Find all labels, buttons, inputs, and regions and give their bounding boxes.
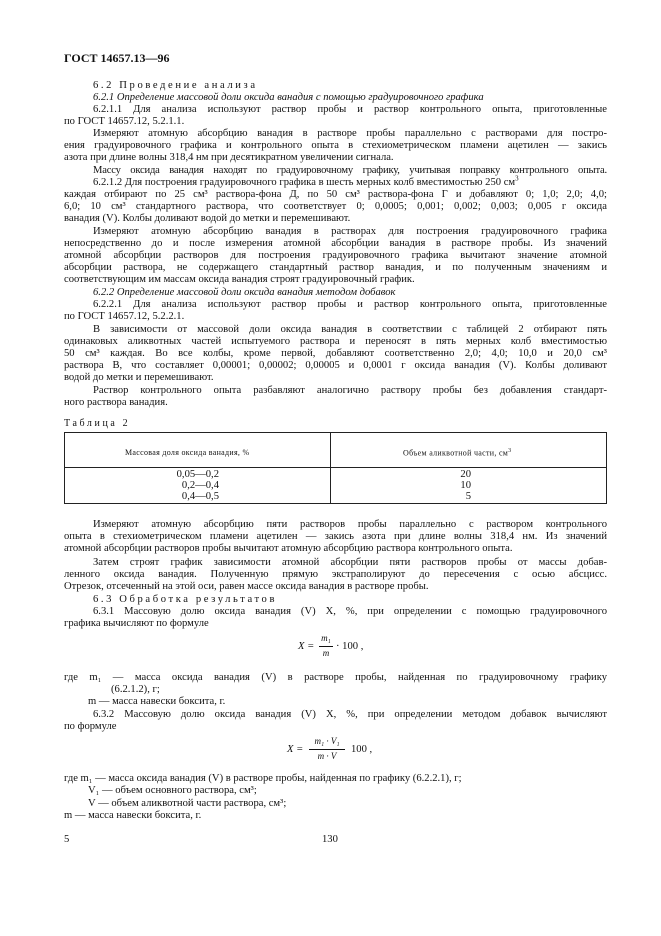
paragraph-line: Отрезок, отсеченный на этой оси, равен массе оксида ванадия в растворе пробы. — [64, 581, 429, 592]
paragraph-line: непосредственно до и после измерения атомной абсорбции ванадия в растворе пробы. Из значений — [64, 238, 607, 249]
paragraph-line: Измеряют атомную абсорбцию ванадия в растворе пробы параллельно с растворами для постро- — [93, 128, 607, 139]
fraction-bar — [309, 749, 345, 750]
section-heading-6-2: 6.2 Проведение анализа — [93, 80, 258, 91]
paragraph-line: 50 см³ каждая. Во все колбы, кроме первой, добавляют соответственно 2,0; 4,0; 10,0 и 20,0 см³ — [64, 348, 607, 359]
paragraph-line: 6.2.1.1 Для анализа используют раствор пробы и раствор контрольного опыта, приготовленные — [93, 104, 607, 115]
table-cell-range: 0,2—0,4 — [181, 480, 219, 491]
page-number: 130 — [322, 834, 338, 845]
formula-rhs: · 100 , — [336, 641, 364, 652]
table-divider — [330, 433, 331, 503]
paragraph-line: 6.3.2 Массовую долю оксида ванадия (V) X, %, при определении методом добавок вычисляют — [93, 709, 607, 720]
paragraph-line: ленного оксида ванадия. Полученную прямую экстраполируют до пересечения с осью абсцисс. — [64, 569, 607, 580]
paragraph-line: опыта в стехиометрическом пламени ацетилен — закись азота при длине волны 318,4 нм. Из значений — [64, 531, 607, 542]
table-divider — [65, 467, 606, 468]
table-cell-range: 0,05—0,2 — [176, 469, 219, 480]
paragraph-line: Массу оксида ванадия находят по градуировочному графику, учитывая поправку контрольного опыта. — [93, 165, 607, 176]
subsection-heading-6-2-1: 6.2.1 Определение массовой доли оксида ванадия с помощью градуировочного графика — [93, 92, 484, 103]
formula-rhs: 100 , — [351, 744, 373, 755]
paragraph-line: где m₁ — масса оксида ванадия (V) в растворе пробы, найденная по графику (6.2.2.1), г; — [64, 773, 462, 784]
table-header-mass-fraction: Массовая доля оксида ванадия, % — [125, 448, 250, 457]
paragraph-line: V₁ — объем основного раствора, см³; — [88, 785, 257, 796]
table-cell-volume: 5 — [465, 491, 471, 502]
paragraph-line: раствора В, что составляет 0,00001; 0,00002; 0,00005 и 0,0001 г оксида ванадия (V). Колбы доливают — [64, 360, 607, 371]
formula-numerator: m₁ · V₁ — [314, 736, 340, 746]
paragraph-line: m — масса навески боксита, г. — [64, 810, 202, 821]
table-header-aliquot-volume: Объем аликвотной части, $см^3$ — [403, 448, 512, 458]
paragraph-line: 6.2.1.2 Для построения градуировочного графика в шесть мерных колб вместимостью 250 $см^3$ — [93, 174, 519, 188]
table-cell-range: 0,4—0,5 — [181, 491, 219, 502]
document-code: ГОСТ 14657.13—96 — [64, 51, 170, 65]
paragraph-line: по ГОСТ 14657.12, 5.2.2.1. — [64, 311, 185, 322]
fraction-bar — [319, 646, 333, 647]
paragraph-line: абсорбции раствора, не содержащего стандартный раствор ванадия, и по полученным значениям и — [64, 262, 607, 273]
paragraph-line: соответствующим им массам оксида ванадия строят градуировочный график. — [64, 274, 415, 285]
formula-numerator: m₁ — [321, 633, 331, 643]
paragraph-line: ения градуировочного графика и контрольного опыта в стехиометрическом пламени ацетилен — закись — [64, 140, 607, 151]
paragraph-line: В зависимости от массовой доли оксида ванадия в соответствии с таблицей 2 отбирают пять — [93, 324, 607, 335]
paragraph-line: 6.2.2.1 Для анализа используют раствор пробы и раствор контрольного опыта, приготовленные — [93, 299, 607, 310]
paragraph-line: где m₁ — масса оксида ванадия (V) в растворе пробы, найденная по градуировочному графику — [64, 672, 607, 683]
paragraph-line: атомной абсорбции растворов для построения градуировочного графика вычитают значение атомной — [64, 250, 607, 261]
table-cell-volume: 20 — [460, 469, 471, 480]
formula-lhs: X = — [287, 744, 304, 755]
table-2 — [64, 432, 607, 504]
paragraph-line: Раствор контрольного опыта разбавляют аналогично раствору пробы без добавления стандарт- — [93, 385, 607, 396]
table-cell-volume: 10 — [460, 480, 471, 491]
paragraph-line: Затем строят график зависимости атомной абсорбции пяти растворов пробы от массы добав- — [93, 557, 607, 568]
page-section-number: 5 — [64, 834, 70, 845]
paragraph-line: по ГОСТ 14657.12, 5.2.1.1. — [64, 116, 185, 127]
paragraph-line: V — объем аликвотной части раствора, см³; — [88, 798, 287, 809]
formula-lhs: X = — [298, 641, 315, 652]
subsection-heading-6-2-2: 6.2.2 Определение массовой доли оксида ванадия методом добавок — [93, 287, 396, 298]
paragraph-line: ного раствора ванадия. — [64, 397, 168, 408]
paragraph-line: (6.2.1.2), г; — [111, 684, 160, 695]
paragraph-line: графика вычисляют по формуле — [64, 618, 209, 629]
paragraph-line: атомной абсорбции растворов пробы вычитают атомную абсорбцию раствора контрольного опыта. — [64, 543, 513, 554]
paragraph-line: Измеряют атомную абсорбцию ванадия в растворах для построения градуировочного графика — [93, 226, 607, 237]
paragraph-line: одинаковых аликвотных частей испытуемого раствора и переносят в пять мерных колб вместимостью — [64, 336, 607, 347]
paragraph-line: Измеряют атомную абсорбцию пяти растворов пробы параллельно с раствором контрольного — [93, 519, 607, 530]
paragraph-line: 6.3.1 Массовую долю оксида ванадия (V) X, %, при определении с помощью градуировочного — [93, 606, 607, 617]
paragraph-line: 6,0; 10 см³ стандартного раствора, что соответствует 0; 0,0005; 0,001; 0,002; 0,003; 0,005 г оксида — [64, 201, 607, 212]
paragraph-line: азота при длине волны 318,4 нм при десятикратном увеличении сигнала. — [64, 152, 394, 163]
paragraph-line: водой до метки и перемешивают. — [64, 372, 214, 383]
formula-denominator: m — [322, 648, 330, 658]
paragraph-line: каждая отбирают по 25 см³ раствора-фона Д, по 50 см³ раствора-фона Г и добавляют 0; 1,0; 2,0; 4,0; — [64, 189, 607, 200]
section-heading-6-3: 6.3 Обработка результатов — [93, 594, 278, 605]
paragraph-line: по формуле — [64, 721, 117, 732]
paragraph-line: ванадия (V). Колбы доливают водой до метки и перемешивают. — [64, 213, 351, 224]
formula-denominator: m · V — [317, 751, 337, 761]
paragraph-line: m — масса навески боксита, г. — [88, 696, 226, 707]
table-caption: Таблица 2 — [64, 418, 131, 429]
